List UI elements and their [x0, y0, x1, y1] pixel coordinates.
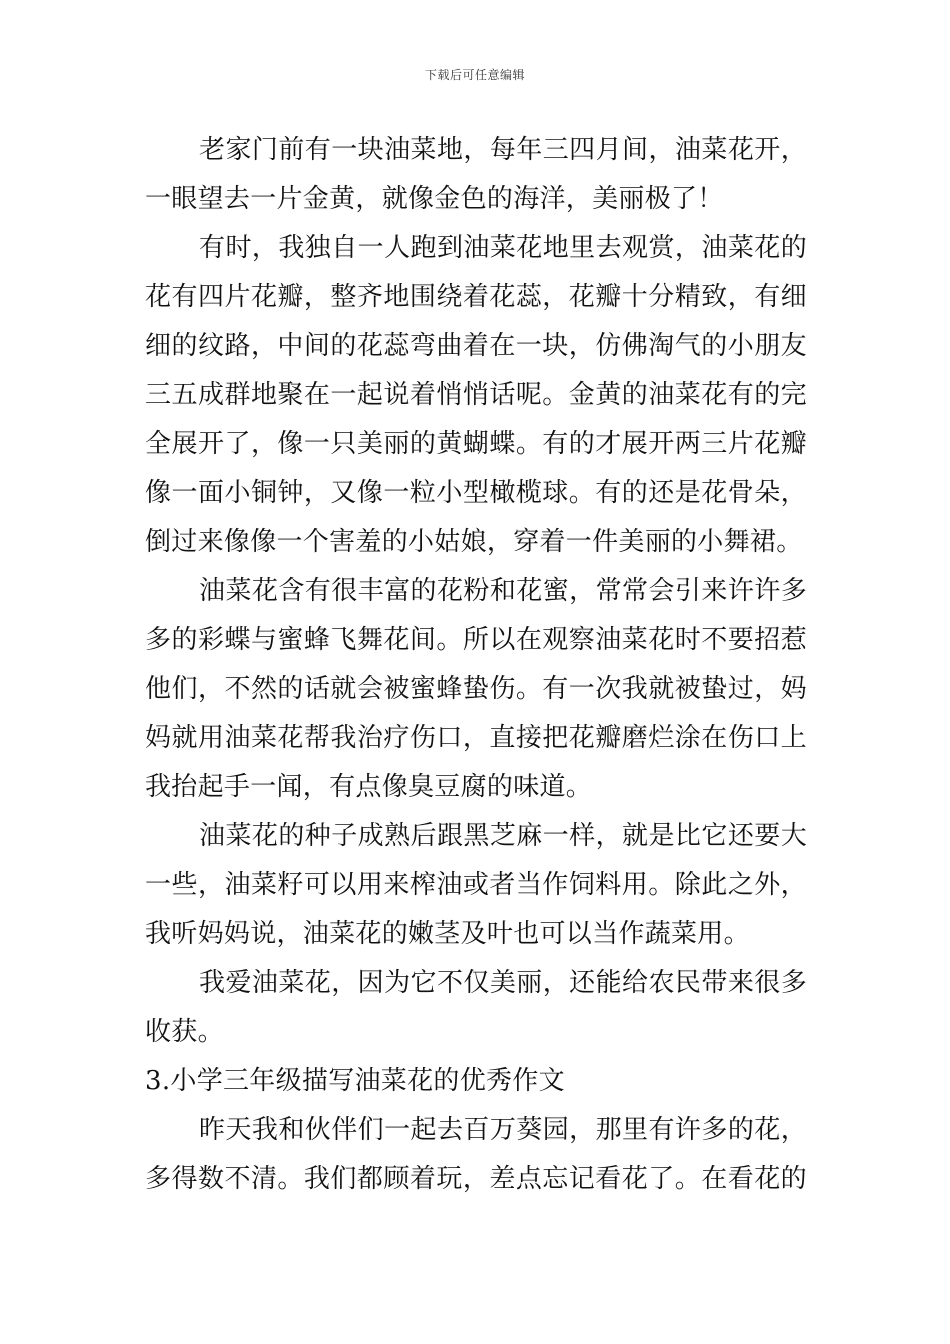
text-line: 三五成群地聚在一起说着悄悄话呢。金黄的油菜花有的完: [145, 380, 807, 410]
text-line: 油菜花的种子成熟后跟黑芝麻一样，就是比它还要大: [199, 821, 807, 851]
text-line: 一些，油菜籽可以用来榨油或者当作饲料用。除此之外，: [145, 870, 807, 900]
text-line: 我抬起手一闻，有点像臭豆腐的味道。: [145, 772, 593, 802]
text-line: 倒过来像像一个害羞的小姑娘，穿着一件美丽的小舞裙。: [145, 527, 803, 557]
text-line: 像一面小铜钟，又像一粒小型橄榄球。有的还是花骨朵，: [145, 478, 807, 508]
text-line: 多的彩蝶与蜜蜂飞舞花间。所以在观察油菜花时不要招惹: [145, 625, 807, 655]
text-line: 全展开了，像一只美丽的黄蝴蝶。有的才展开两三片花瓣: [145, 429, 807, 459]
text-line: 花有四片花瓣，整齐地围绕着花蕊，花瓣十分精致，有细: [145, 282, 807, 312]
text-line: 他们，不然的话就会被蜜蜂蛰伤。有一次我就被蛰过，妈: [145, 674, 807, 704]
section-heading: 3.小学三年级描写油菜花的优秀作文: [145, 1066, 565, 1096]
text-line: 我听妈妈说，油菜花的嫩茎及叶也可以当作蔬菜用。: [145, 919, 750, 949]
text-line: 我爱油菜花，因为它不仅美丽，还能给农民带来很多: [199, 968, 807, 998]
essay-body: [145, 126, 807, 1204]
text-line: 一眼望去一片金黄，就像金色的海洋，美丽极了！: [145, 184, 724, 214]
text-line: 多得数不清。我们都顾着玩，差点忘记看花了。在看花的: [145, 1164, 807, 1194]
text-line: 老家门前有一块油菜地，每年三四月间，油菜花开，: [199, 135, 807, 165]
text-line: 收获。: [145, 1017, 224, 1047]
page-header: 下载后可任意编辑: [424, 68, 525, 82]
text-line: 昨天我和伙伴们一起去百万葵园，那里有许多的花，: [199, 1115, 807, 1145]
text-line: 有时，我独自一人跑到油菜花地里去观赏，油菜花的: [199, 233, 807, 263]
text-line: 细的纹路，中间的花蕊弯曲着在一块，仿佛淘气的小朋友: [145, 331, 807, 361]
text-line: 妈就用油菜花帮我治疗伤口，直接把花瓣磨烂涂在伤口上: [145, 723, 807, 753]
text-line: 油菜花含有很丰富的花粉和花蜜，常常会引来许许多: [199, 576, 807, 606]
